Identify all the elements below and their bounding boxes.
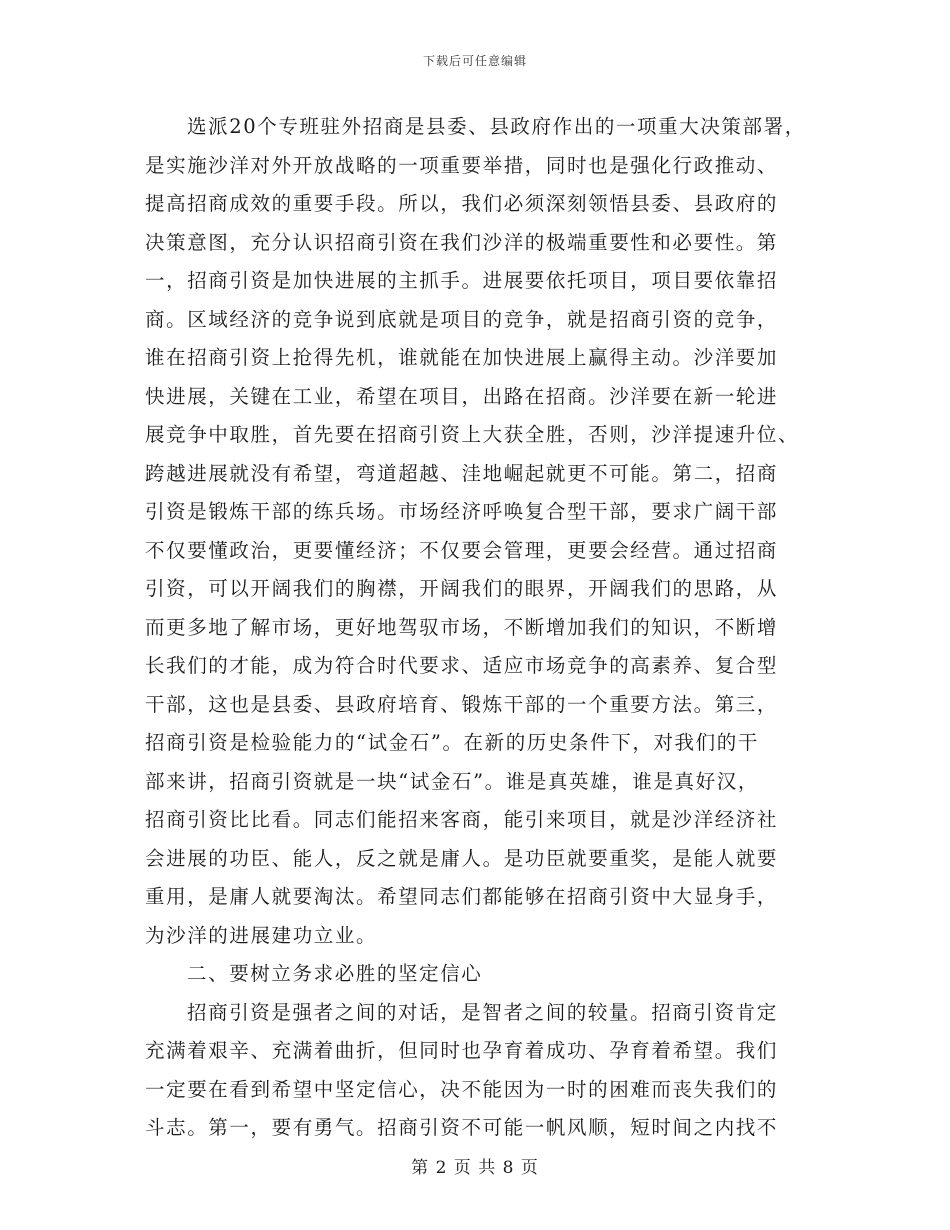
header-note: 下载后可任意编辑 (422, 54, 527, 68)
section-heading: 二、要树立务求必胜的坚定信心 (187, 962, 483, 985)
paragraph-line: 引资是锻炼干部的练兵场。市场经济呼唤复合型干部，要求广阔干部 (145, 500, 779, 523)
page-number: 第 2 页 共 8 页 (411, 1158, 539, 1178)
paragraph-line: 而更多地了解市场，更好地驾驭市场，不断增加我们的知识，不断增 (145, 615, 779, 639)
paragraph-line: 为沙洋的进展建功立业。 (145, 923, 378, 947)
paragraph-line: 提高招商成效的重要手段。所以，我们必须深刻领悟县委、县政府的 (145, 192, 779, 215)
paragraph-line: 快进展，关键在工业，希望在项目，出路在招商。沙洋要在新一轮进 (145, 384, 779, 408)
paragraph-line: 跨越进展就没有希望，弯道超越、洼地崛起就更不可能。第二，招商 (145, 461, 779, 485)
paragraph-line: 招商引资是强者之间的对话，是智者之间的较量。招商引资肯定 (187, 1000, 778, 1024)
paragraph-line: 招商引资比比看。同志们能招来客商，能引来项目，就是沙洋经济社 (145, 808, 779, 831)
paragraph-line: 不仅要懂政治，更要懂经济；不仅要会管理，更要会经营。通过招商 (145, 538, 779, 562)
paragraph-line: 重用，是庸人就要淘汰。希望同志们都能够在招商引资中大显身手， (145, 885, 779, 908)
paragraph-line: 充满着艰辛、充满着曲折，但同时也孕育着成功、孕育着希望。我们 (145, 1039, 779, 1062)
paragraph-line: 部来讲，招商引资就是一块“试金石”。谁是真英雄，谁是真好汉， (145, 769, 759, 793)
paragraph-line: 商。区域经济的竞争说到底就是项目的竞争，就是招商引资的竞争， (145, 307, 779, 331)
paragraph-line: 决策意图，充分认识招商引资在我们沙洋的极端重要性和必要性。第 (145, 230, 779, 254)
paragraph-line: 斗志。第一，要有勇气。招商引资不可能一帆风顺，短时间之内找不 (145, 1116, 779, 1139)
paragraph-line: 长我们的才能，成为符合时代要求、适应市场竞争的高素养、复合型 (145, 654, 779, 677)
paragraph-line: 招商引资是检验能力的“试金石”。在新的历史条件下，对我们的干 (145, 731, 759, 754)
document-body (145, 108, 810, 1148)
paragraph-line: 选派20个专班驻外招商是县委、县政府作出的一项重大决策部署， (187, 115, 806, 138)
paragraph-line: 谁在招商引资上抢得先机，谁就能在加快进展上赢得主动。沙洋要加 (145, 346, 779, 369)
paragraph-line: 是实施沙洋对外开放战略的一项重要举措，同时也是强化行政推动、 (145, 153, 779, 177)
paragraph-line: 一定要在看到希望中坚定信心，决不能因为一时的困难而丧失我们的 (145, 1077, 779, 1101)
paragraph-line: 一，招商引资是加快进展的主抓手。进展要依托项目，项目要依靠招 (145, 269, 779, 292)
paragraph-line: 展竞争中取胜，首先要在招商引资上大获全胜，否则，沙洋提速升位、 (145, 423, 800, 446)
paragraph-line: 引资，可以开阔我们的胸襟，开阔我们的眼界，开阔我们的思路，从 (145, 577, 779, 600)
paragraph-line: 干部，这也是县委、县政府培育、锻炼干部的一个重要方法。第三， (145, 692, 779, 716)
paragraph-line: 会进展的功臣、能人，反之就是庸人。是功臣就要重奖，是能人就要 (145, 846, 779, 870)
